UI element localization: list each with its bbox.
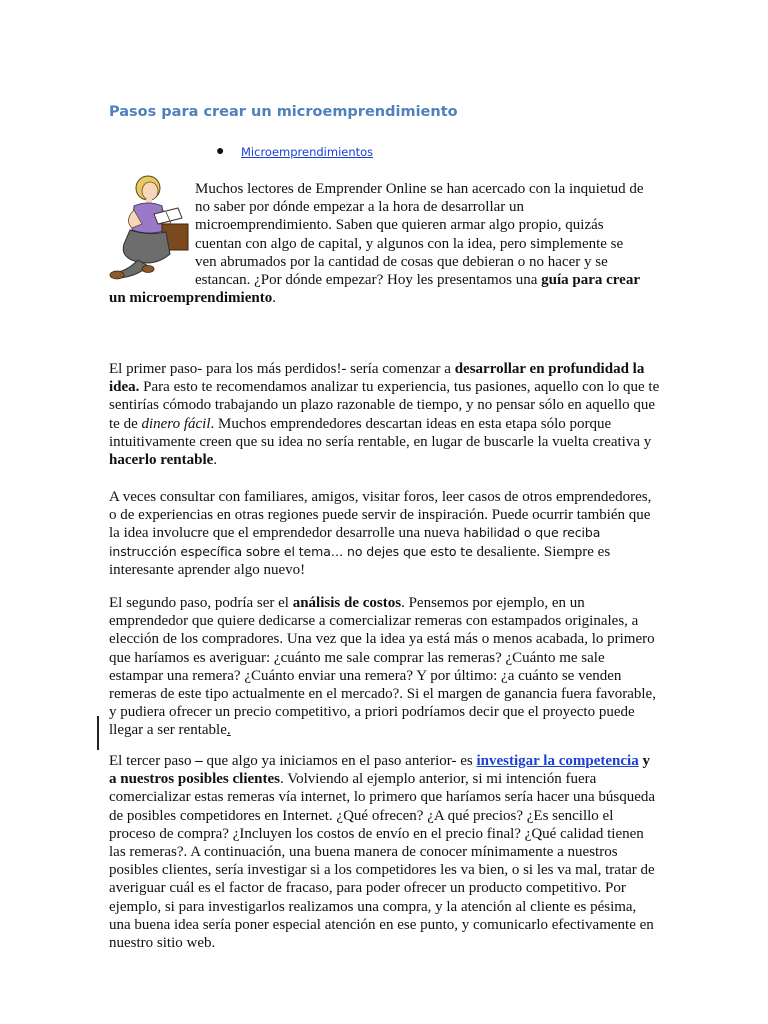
p3-text-3: . [226,722,231,739]
paragraph-inspiration [109,488,661,579]
intro-line-5: ven abrumados por la cantidad de cosas que debieran o no hacer y se [195,253,608,270]
paragraph-competition [109,752,661,952]
investigar-competencia-link[interactable]: investigar la competencia [476,753,639,769]
p2-alt-font-text: habilidad o que reciba instrucción específica sobre el tema… no dejes que esto te [109,525,601,559]
microemprendimientos-link[interactable]: Microemprendimientos [241,145,374,159]
paragraph-costs [109,594,661,740]
intro-line-3: microemprendimiento. Saben que quieren armar algo propio, quizás [195,217,604,234]
p4-text-2: . Volviendo al ejemplo anterior, si mi intención fuera comercializar estas remeras vía internet, lo primero que haríamos sería hacer una búsqueda de posibles competidores en Internet. ¿Qué ofrecen? ¿A qué precios? ¿Es sencillo el proceso de compra? ¿Incluyen los costos de envío en el precio final? ¿Qué calidad tienen las remeras?. A continuación, una buena manera de conocer mínimamente a nuestros posibles clientes, sería investigar si a los competidores les va bien, o si les va mal, tratar de averiguar cuál es el factor de fracaso, para poder ofrecer un producto competitivo. Por ejemplo, si para investigarlos realizamos una compra, y la atención al cliente es pésima, una buena idea sería poner especial atención en ese punto, y comunicarlo efectivamente en nuestro sitio web. [109,771,656,952]
p1-text-2: Para esto te recomendamos analizar tu experiencia, tus pasiones, aquello con lo que te sentirías cómodo trabajando un plazo razonable de tiempo, y no pensar sólo en aquello que te de [109,379,660,432]
p1-text-4: . [213,452,218,469]
p1-text-1: El primer paso- para los más perdidos!- sería comenzar a [109,361,455,377]
p4-bold-1: y a nuestros posibles clientes [109,753,650,788]
intro-last-bold: un microemprendimiento [109,290,273,307]
p1-bold-1: desarrollar en profundidad la idea. [109,361,645,396]
intro-line-1: Muchos lectores de Emprender Online se han acercado con la inquietud de [195,181,644,197]
intro-line-6-text: estancan. ¿Por dónde empezar? Hoy les presentamos una [195,272,542,289]
revision-bar [97,716,99,750]
intro-line-6 [109,271,661,289]
p2-text-1: A veces consultar con familiares, amigos, visitar foros, leer casos de otros emprendedores, o de experiencias en otras regiones puede servir de inspiración. Puede ocurrir también que la idea involucre que el emprendedor desarrolle una nueva [109,489,652,542]
p4-text-1: El tercer paso [109,753,196,769]
intro-line-2: no saber por dónde empezar a la hora de desarrollar un [195,199,525,216]
p1-italic-1: dinero fácil [141,415,211,432]
p1-bold-2: hacerlo rentable [109,452,214,469]
p3-text-1: El segundo paso, podría ser el [109,595,293,611]
intro-paragraph [109,180,661,307]
p4-dash: – [195,753,203,769]
bullet-icon: ● [216,144,225,159]
p1-text-3: . Muchos emprendedores descartan ideas en esta etapa sólo porque intuitivamente creen que su idea no sería rentable, en lugar de buscarle la vuelta creativa y [109,415,652,450]
intro-last-end: . [272,290,276,307]
p3-text-2: . Pensemos por ejemplo, en un emprendedor que quiere dedicarse a comercializar remeras con estampados originales, a elección de los compradores. Una vez que la idea ya está más o menos acabada, lo primero que haríamos es averiguar: ¿cuánto me sale comprar las remeras? ¿Cuánto me sale estampar una remera? ¿Cuánto enviar una remera? Y por último: ¿a cuánto se venden remeras de este tipo actualmente en el mercado?. Si el margen de ganancia fuera favorable, y pudiera ofrecer un precio competitivo, a priori podríamos decir que el proyecto puede llegar a ser rentable [109,595,656,739]
intro-bold-tail: guía para crear [541,272,640,289]
page-title: Pasos para crear un microemprendimiento [109,104,458,120]
p3-bold-1: análisis de costos [292,595,402,611]
p4-text-1b: que algo ya iniciamos en el paso anterior- es [202,753,477,769]
intro-line-4: cuentan con algo de capital, y algunos con la idea, pero simplemente se [195,235,624,252]
p2-text-2: desaliente. Siempre es interesante aprender algo nuevo! [109,543,611,578]
intro-line-7 [109,289,661,307]
paragraph-idea [109,360,661,469]
